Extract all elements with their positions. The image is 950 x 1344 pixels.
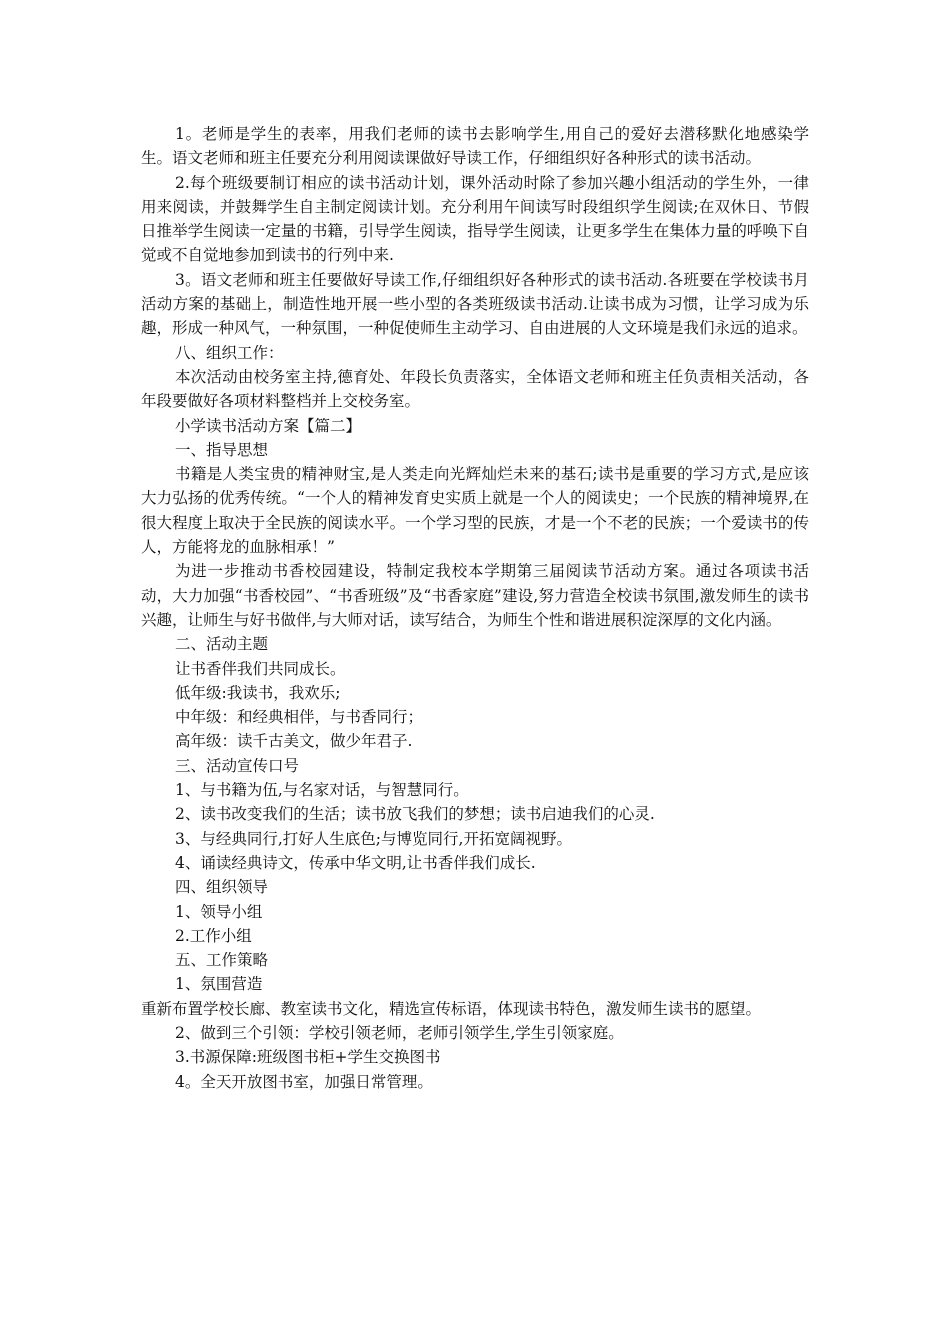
theme-line-middle-grade: 中年级：和经典相伴，与书香同行；: [175, 708, 424, 727]
section-heading-slogans: 三、活动宣传口号: [175, 756, 300, 775]
paragraph-organization: 本次活动由校务室主持,德育处、年段长负责落实，全体语文老师和班主任负责相关活动，各年段要做好各项材料整档并上交校务室。: [141, 367, 809, 411]
paragraph-atmosphere: 重新布置学校长廊、教室读书文化，精选宣传标语，体现读书特色，激发师生读书的愿望。: [141, 999, 762, 1018]
paragraph-guiding-idea: 书籍是人类宝贵的精神财宝,是人类走向光辉灿烂未来的基石;读书是重要的学习方式,是应该大力弘扬的优秀传统。“一个人的精神发育史实质上就是一个人的阅读史；一个民族的精神境界,在很大程度上取决于全民族的阅读水平。一个学习型的民族，才是一个不老的民族；一个爱读书的传人，方能将龙的血脉相承！”: [141, 465, 809, 557]
theme-line-upper-grade: 高年级：读千古美文，做少年君子.: [175, 732, 413, 751]
paragraph-reading-role-model: 1。老师是学生的表率，用我们老师的读书去影响学生,用自己的爱好去潜移默化地感染学生。语文老师和班主任要充分利用阅读课做好导读工作，仔细组织好各种形式的读书活动。: [141, 125, 809, 168]
section-heading-leadership: 四、组织领导: [175, 878, 269, 897]
strategy-item: 2、做到三个引领：学校引领老师，老师引领学生,学生引领家庭。: [175, 1023, 624, 1042]
strategy-item: 4。全天开放图书室，加强日常管理。: [175, 1072, 433, 1091]
paragraph-class-reading-plan: 2.每个班级要制订相应的读书活动计划，课外活动时除了参加兴趣小组活动的学生外，一律用来阅读，并鼓舞学生自主制定阅读计划。充分利用午间读写时段组织学生阅读;在双休日、节假日推举学生阅读一定量的书籍，引导学生阅读，指导学生阅读，让更多学生在集体力量的呼唤下自觉或不自觉地参加到读书的行列中来.: [141, 173, 809, 265]
slogan-item: 1、与书籍为伍,与名家对话，与智慧同行。: [175, 781, 469, 800]
theme-line-lower-grade: 低年级:我读书，我欢乐;: [175, 683, 341, 702]
theme-line-main: 让书香伴我们共同成长。: [175, 659, 346, 678]
slogan-item: 4、诵读经典诗文，传承中华文明,让书香伴我们成长.: [175, 853, 536, 872]
slogan-item: 3、与经典同行,打好人生底色;与博览同行,开拓宽阔视野。: [175, 829, 572, 848]
document-title-part-two: 小学读书活动方案【篇二】: [175, 416, 362, 435]
document-page: [141, 122, 809, 1094]
strategy-item: 1、氛围营造: [175, 975, 263, 994]
section-heading-organization: 八、组织工作：: [175, 343, 284, 362]
strategy-item: 3.书源保障:班级图书柜+学生交换图书: [175, 1048, 441, 1067]
slogan-item: 2、读书改变我们的生活；读书放飞我们的梦想；读书启迪我们的心灵.: [175, 805, 655, 824]
section-heading-strategy: 五、工作策略: [175, 951, 269, 970]
section-heading-theme: 二、活动主题: [175, 635, 269, 654]
leadership-item: 1、领导小组: [175, 902, 263, 921]
leadership-item: 2.工作小组: [175, 926, 252, 945]
paragraph-guided-reading: 3。语文老师和班主任要做好导读工作,仔细组织好各种形式的读书活动.各班要在学校读书月活动方案的基础上，制造性地开展一些小型的各类班级读书活动.让读书成为习惯，让学习成为乐趣，形成一种风气，一种氛围，一种促使师生主动学习、自由进展的人文环境是我们永远的追求。: [141, 270, 809, 338]
paragraph-purpose: 为进一步推动书香校园建设，特制定我校本学期第三届阅读节活动方案。通过各项读书活动，大力加强“书香校园”、“书香班级”及“书香家庭”建设,努力营造全校读书氛围,激发师生的读书兴趣，让师生与好书做伴,与大师对话，读写结合，为师生个性和谐进展积淀深厚的文化内涵。: [141, 562, 809, 629]
section-heading-guiding-idea: 一、指导思想: [175, 440, 269, 459]
